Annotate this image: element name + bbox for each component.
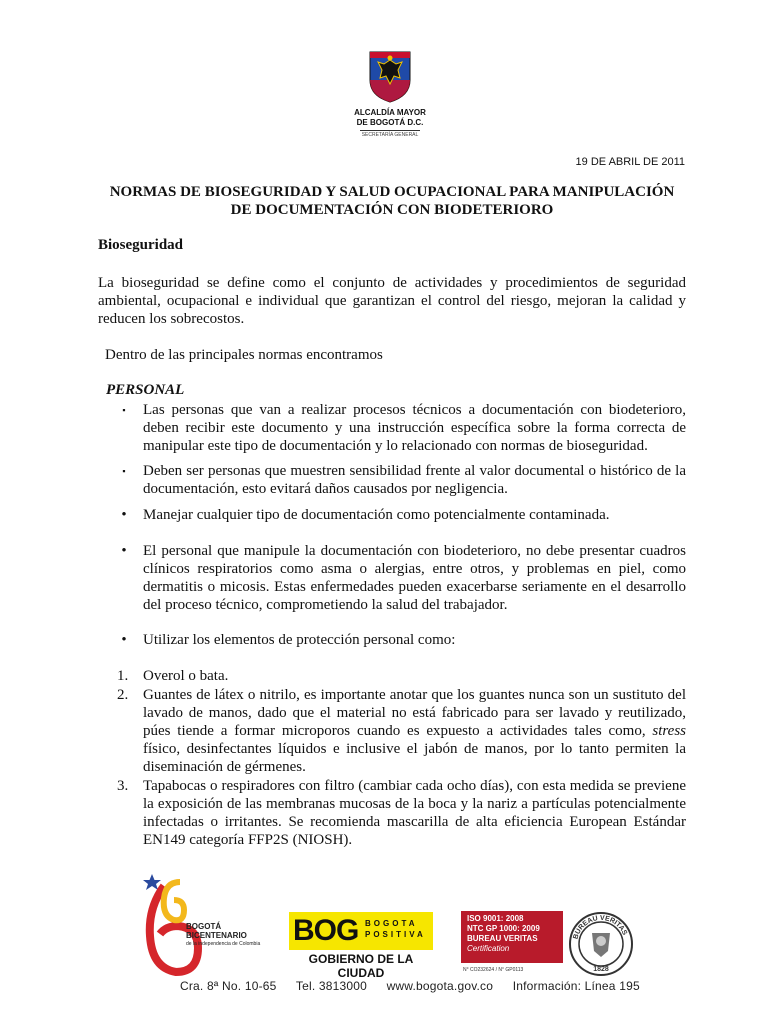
footer-info: Información: Línea 195 [512, 979, 640, 993]
item-text [143, 687, 686, 775]
list-item [122, 462, 686, 498]
bog-side-line-2: POSITIVA [365, 930, 426, 939]
seal-text: BUREAU VERITAS [572, 914, 629, 941]
iso-certification-logo [461, 911, 646, 977]
bullet-text: Manejar cualquier tipo de documentación como potencialmente contaminada. [143, 507, 610, 523]
iso-cert-number: N° CO232624 / N° GP0113 [463, 967, 524, 973]
footer-address: Cra. 8ª No. 10-65 [180, 979, 277, 993]
numbered-item [117, 686, 686, 776]
iso-red-box [461, 911, 563, 963]
footer-phone: Tel. 3813000 [295, 979, 368, 993]
list-item [121, 506, 686, 524]
list-item [121, 542, 686, 614]
document-date: 19 DE ABRIL DE 2011 [575, 156, 685, 168]
section-heading: Bioseguridad [98, 237, 184, 253]
round-bullet-icon: • [121, 507, 127, 523]
bicentenario-line-1: BOGOTÁ [186, 922, 222, 931]
square-bullet-icon: ▪ [122, 405, 126, 415]
item-text: Tapabocas o respiradores con filtro (cambiar cada ocho días), con esta medida se previene la exposición de las membranas mucosas de la boca y la nariz a partículas potencialmente infectadas o irritantes. Se recomienda mascarilla de alta eficiencia European Estándar EN149 categoría FFP2S (NIOSH). [143, 778, 686, 848]
iso-line-2: NTC GP 1000: 2009 [467, 924, 540, 933]
numbered-item [117, 777, 686, 849]
bog-side-text [365, 918, 426, 940]
bullet-text: El personal que manipule la documentación con biodeterioro, no debe presentar cuadros clínicos respiratorios como asma o alergias, entre otros, y problemas en piel, como dermatitis o micosis. Estas enfermedades pueden exacerbarse seriamente en el desarrollo del proceso técnico, comprometiendo la salud del trabajador. [143, 543, 686, 613]
paragraph-intro: Dentro de las principales normas encontramos [105, 347, 383, 363]
item-number: 2. [117, 687, 129, 703]
logo-line-1: ALCALDÍA MAYOR [354, 108, 426, 117]
bog-side-line-1: BOGOTA [365, 919, 418, 928]
gobierno-text: GOBIERNO DE LA CIUDAD [308, 952, 414, 980]
italic-word: stress [652, 723, 686, 739]
bicentenario-line-2: BICENTENARIO [186, 931, 247, 940]
bullet-text: Las personas que van a realizar procesos técnicos a documentación con biodeterioro, deben recibir este documento y una instrucción específica sobre la forma correcta de manipular este tipo de documentación y lo relacionado con normas de bioseguridad. [143, 402, 686, 454]
document-title: NORMAS DE BIOSEGURIDAD Y SALUD OCUPACIONAL PARA MANIPULACIÓN DE DOCUMENTACIÓN CON BIODETERIORO [109, 184, 675, 218]
list-item [122, 401, 686, 455]
item-number: 3. [117, 778, 129, 794]
round-bullet-icon: • [121, 632, 127, 648]
bogota-positiva-logo [289, 912, 433, 980]
item-text-part: físico, desinfectantes líquidos e inclusive el jabón de manos, por lo tanto permiten la diseminación de gérmenes. [143, 741, 686, 775]
personal-heading: PERSONAL [106, 382, 185, 398]
footer-contact [180, 979, 656, 993]
bicentenario-text [186, 922, 260, 949]
iso-line-4: Certification [467, 944, 510, 953]
paragraph-definition: La bioseguridad se define como el conjunto de actividades y procedimientos de seguridad ambiental, ocupacional e individual que garantizan el control del riesgo, mejoran la calidad y reducen los sobrecostos. [98, 275, 686, 327]
item-number: 1. [117, 668, 129, 684]
bog-wordmark: BOG [293, 914, 359, 947]
bureau-veritas-seal-icon [568, 911, 634, 977]
logo-subtitle: SECRETARÍA GENERAL [361, 132, 419, 138]
square-bullet-icon: ▪ [122, 466, 126, 476]
coat-of-arms-icon [368, 50, 412, 104]
bullet-text: Deben ser personas que muestren sensibilidad frente al valor documental o histórico de la documentación, esto evitará daños causados por negligencia. [143, 463, 686, 497]
item-text: Overol o bata. [143, 668, 229, 684]
logo-line-2: DE BOGOTÁ D.C. [356, 118, 424, 127]
numbered-item [117, 667, 686, 685]
bicentenario-line-3: de la independencia de Colombia [186, 941, 261, 947]
round-bullet-icon: • [121, 543, 127, 559]
alcaldia-logo [352, 50, 428, 138]
footer-website-link[interactable]: www.bogota.gov.co [386, 979, 494, 993]
iso-line-3: BUREAU VERITAS [467, 934, 538, 943]
iso-line-1: ISO 9001: 2008 [467, 914, 524, 923]
item-text-part: Guantes de látex o nitrilo, es importante anotar que los guantes nunca son un sustituto del lavado de manos, dado que el material no está fabricado para ser lavado y reutilizado, púes tiende a formar microporos cuando es expuesto a actividades tales como, [143, 687, 686, 739]
seal-year: 1828 [593, 966, 609, 973]
bullet-text: Utilizar los elementos de protección personal como: [143, 632, 456, 648]
list-item [121, 631, 686, 649]
